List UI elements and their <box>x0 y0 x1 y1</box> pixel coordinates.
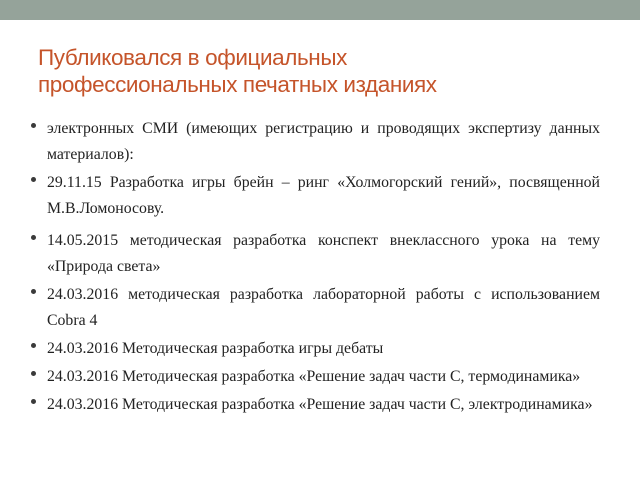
slide-title-line-1: Публиковался в официальных <box>38 45 347 70</box>
bullet-dot-icon <box>31 289 36 294</box>
bullet-dot-icon <box>31 177 36 182</box>
list-item <box>30 392 600 418</box>
top-decorative-bar <box>0 0 640 20</box>
list-item-text: 24.03.2016 Методическая разработка «Решение задач части С, термодинамика» <box>47 368 581 385</box>
bullet-dot-icon <box>31 235 36 240</box>
bullet-dot-icon <box>31 123 36 128</box>
list-item-text: электронных СМИ (имеющих регистрацию и проводящих экспертизу данных материалов): <box>47 120 600 163</box>
list-item <box>30 228 600 280</box>
bullet-dot-icon <box>31 371 36 376</box>
list-item <box>30 282 600 334</box>
list-item-text: 24.03.2016 методическая разработка лабораторной работы с использованием Cobra 4 <box>47 286 600 329</box>
bullet-dot-icon <box>31 399 36 404</box>
list-item <box>30 364 600 390</box>
list-item-text: 29.11.15 Разработка игры брейн – ринг «Холмогорский гений», посвященной М.В.Ломоносову. <box>47 174 600 217</box>
bullet-dot-icon <box>31 343 36 348</box>
list-item <box>30 336 600 362</box>
slide-title <box>38 44 618 98</box>
list-item <box>30 116 600 168</box>
list-item-text: 24.03.2016 Методическая разработка «Решение задач части С, электродинамика» <box>47 396 593 413</box>
list-item-text: 24.03.2016 Методическая разработка игры дебаты <box>47 340 384 357</box>
list-item-text: 14.05.2015 методическая разработка конспект внеклассного урока на тему «Природа света» <box>47 232 600 275</box>
list-item <box>30 170 600 222</box>
slide-title-line-2: профессиональных печатных изданиях <box>38 72 437 97</box>
bullet-list <box>30 116 600 420</box>
